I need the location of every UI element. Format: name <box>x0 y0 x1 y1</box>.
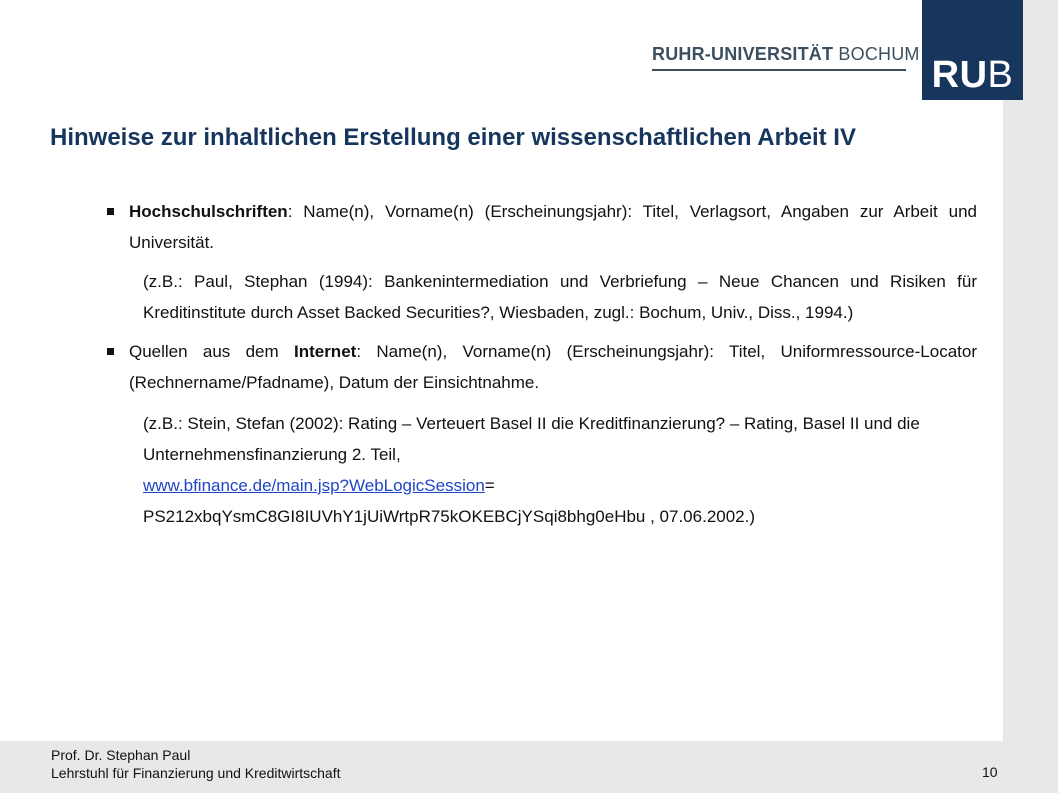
bullet-term: Internet <box>293 342 357 361</box>
header-divider <box>652 69 906 71</box>
bullet-text: : Name(n), Vorname(n) (Erscheinungsjahr): Titel, Uniformressource-Locator (Rechnername/Pfadname), Datum der Einsichtnahme. <box>129 342 977 392</box>
page-title: Hinweise zur inhaltlichen Erstellung einer wissenschaftlichen Arbeit IV <box>50 124 856 151</box>
footer-chair: Lehrstuhl für Finanzierung und Kreditwirtschaft <box>51 765 341 781</box>
example-hochschulschriften: (z.B.: Paul, Stephan (1994): Bankenintermediation und Verbriefung – Neue Chancen und Risiken für Kreditinstitute durch Asset Backed Securities?, Wiesbaden, zugl.: Bochum, Univ., Diss., 1994.) <box>143 272 977 322</box>
rub-logo-text <box>922 56 1023 94</box>
rub-logo <box>922 0 1023 100</box>
slide-content <box>105 196 977 532</box>
bullet-term: Hochschulschriften <box>129 202 288 221</box>
logo-bold: RU <box>931 54 988 96</box>
footer-author: Prof. Dr. Stephan Paul <box>51 747 191 763</box>
page-number: 10 <box>982 764 998 780</box>
footer <box>51 746 340 782</box>
logo-light: B <box>987 54 1014 96</box>
bullet-internet <box>105 336 977 398</box>
bullet-prefix: Quellen aus dem <box>129 342 294 361</box>
university-name-light: BOCHUM <box>838 44 920 64</box>
example-internet <box>105 408 977 532</box>
bullet-square-icon <box>107 208 114 215</box>
example-url-end: PS212xbqYsmC8GI8IUVhY1jUiWrtpR75kOKEBCjYSqi8bhg0eHbu , 07.06.2002.) <box>143 507 756 526</box>
bullet-text: : Name(n), Vorname(n) (Erscheinungsjahr): Titel, Verlagsort, Angaben zur Arbeit und Universität. <box>129 202 977 252</box>
bullet-hochschulschriften <box>105 196 977 258</box>
example-url-link[interactable]: www.bfinance.de/main.jsp?WebLogicSession <box>143 476 485 495</box>
bullet-square-icon <box>107 348 114 355</box>
university-name <box>652 44 920 65</box>
example-url-suffix: = <box>484 476 495 495</box>
university-name-bold: RUHR-UNIVERSITÄT <box>652 44 834 64</box>
example-text: (z.B.: Stein, Stefan (2002): Rating – Verteuert Basel II die Kreditfinanzierung? – Rating, Basel II und die Unternehmensfinanzierung 2. Teil, <box>143 414 920 464</box>
